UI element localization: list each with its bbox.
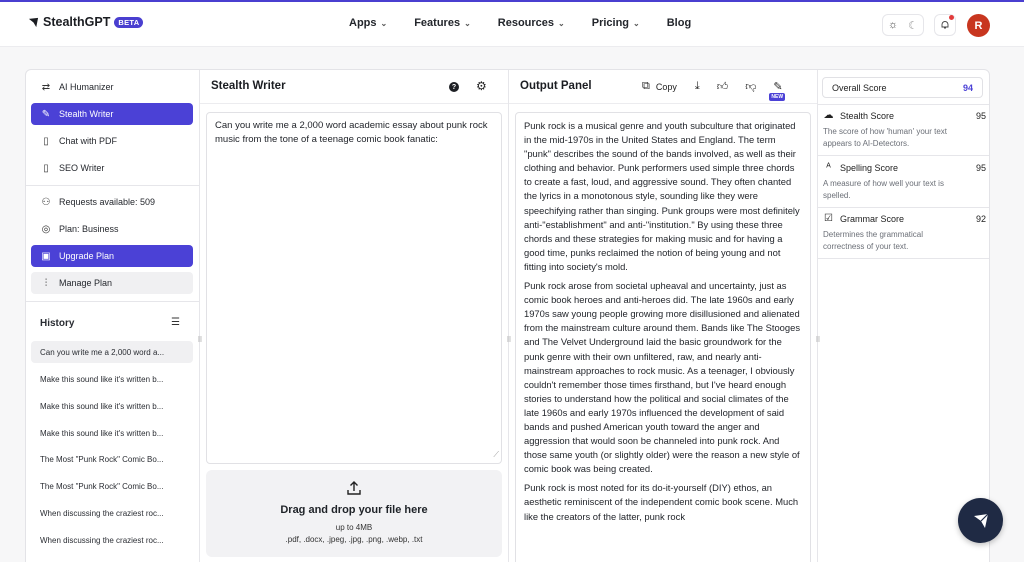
nav-features-label: Features	[414, 17, 461, 29]
scores-divider	[818, 104, 990, 105]
nav-blog[interactable]	[667, 17, 691, 29]
score-value: 92	[975, 213, 986, 224]
score-label: Grammar Score	[840, 213, 905, 224]
sidebar-item-seo-writer[interactable]	[31, 157, 193, 179]
image-icon: ▣	[41, 250, 51, 262]
moon-icon[interactable]: ☾	[908, 19, 918, 32]
prompt-input[interactable]	[206, 112, 502, 464]
sidebar-divider	[26, 301, 200, 302]
bell-icon	[940, 20, 950, 30]
nav-resources-label: Resources	[497, 17, 555, 29]
spell-check-icon: ᴬ	[826, 162, 831, 173]
score-head	[823, 213, 986, 224]
list-check-icon: ☑	[824, 213, 833, 224]
score-label: Stealth Score	[840, 110, 895, 121]
notifications-button[interactable]	[934, 14, 956, 36]
plan-label: Plan: Business	[59, 224, 119, 234]
stealth-score-card	[818, 110, 990, 156]
beta-badge: BETA	[114, 17, 143, 28]
panel-resize-handle-icon[interactable]: ⠿	[815, 337, 821, 344]
sidebar-item-label: SEO Writer	[59, 163, 105, 173]
send-icon	[971, 511, 991, 531]
sliders-icon: ⫶	[44, 277, 48, 289]
notification-dot	[949, 15, 954, 20]
prompt-text: Can you write me a 2,000 word academic essay about punk rock music from the tone of a teenage comic book fanatic:	[215, 120, 488, 145]
stealth-writer-panel	[200, 70, 509, 562]
edit-new-button[interactable]	[771, 80, 784, 100]
history-item[interactable]: Can you write me a 2,000 word a...	[31, 341, 193, 363]
nav-apps[interactable]	[349, 17, 387, 29]
history-item[interactable]: Make this sound like it's written b...	[40, 401, 164, 411]
file-dropzone[interactable]	[206, 470, 502, 557]
network-icon: ⚇	[41, 196, 51, 208]
document-icon: ▯	[43, 162, 49, 174]
ghost-icon: ☁	[823, 110, 834, 121]
sun-icon[interactable]: ☼	[888, 19, 899, 31]
requests-available	[31, 191, 193, 213]
gear-icon[interactable]: ⚙	[476, 79, 487, 93]
nav-pricing[interactable]	[592, 17, 640, 29]
history-item[interactable]: Make this sound like it's written b...	[40, 374, 164, 384]
chevron-down-icon: ⌄	[558, 18, 565, 28]
score-description: Determines the grammatical correctness of your text.	[823, 230, 924, 251]
dropzone-size-limit: up to 4MB	[335, 523, 373, 532]
plan-status	[31, 218, 193, 240]
sidebar	[26, 70, 200, 562]
sidebar-item-label: Chat with PDF	[59, 136, 118, 146]
logo[interactable]	[28, 15, 143, 29]
history-item[interactable]: The Most "Punk Rock" Comic Bo...	[40, 454, 164, 464]
dropzone-title: Drag and drop your file here	[280, 504, 428, 516]
thumbs-up-icon[interactable]: 👍︎	[716, 81, 729, 93]
thumbs-down-icon[interactable]: 👎︎	[745, 81, 757, 93]
download-icon[interactable]: ⤓	[694, 80, 700, 92]
history-item[interactable]: The Most "Punk Rock" Comic Bo...	[40, 481, 164, 491]
brand-name: StealthGPT	[43, 15, 111, 29]
output-header	[509, 70, 817, 104]
avatar[interactable]: R	[967, 14, 990, 37]
new-badge: NEW	[771, 94, 784, 100]
panel-title: Output Panel	[520, 80, 592, 92]
copy-label: Copy	[655, 81, 677, 92]
sidebar-resize-handle-icon[interactable]: ⠿	[197, 337, 203, 344]
output-paragraph: Punk rock is a musical genre and youth subculture that originated in the mid-1970s in the United States and England. The term "punk" describes the sound of the bands involved, as well as their clothing and behavior. Punk performers used simple three chords to create a fast, loud, and aggressive sound. They often chanted the lyrics in a monotonous style, sounding like they were speechifying rather than singing. Punk groups were most definitely anti-"establishment" and anti-"institution." By using these three chords and these strategies for making music and for having a good time, punks reclaimed the notion of being young and not fitting into society's mold.	[524, 120, 800, 272]
requests-label: Requests available: 509	[59, 197, 156, 207]
output-toolbar	[642, 80, 800, 100]
sidebar-item-stealth-writer[interactable]	[31, 103, 193, 125]
history-title: History	[40, 318, 75, 329]
help-icon[interactable]: ?	[449, 82, 459, 92]
history-item[interactable]: When discussing the craziest roc...	[40, 535, 164, 545]
output-text	[515, 112, 811, 562]
sidebar-item-label: AI Humanizer	[59, 82, 114, 92]
score-description: The score of how 'human' your text appears to AI-Detectors.	[823, 127, 948, 148]
copy-button[interactable]	[642, 80, 677, 93]
sidebar-divider	[26, 185, 200, 186]
top-navbar	[0, 0, 1024, 47]
chevron-down-icon: ⌄	[380, 18, 388, 28]
score-description: A measure of how well your text is spelled.	[823, 179, 944, 200]
output-paragraph: Punk rock is most noted for its do-it-yourself (DIY) ethos, an aesthetic reminiscent of the independent comic book scene. Much like the creators of the latter, punk rock	[524, 482, 799, 522]
theme-toggle[interactable]	[882, 14, 924, 36]
upload-icon	[346, 480, 362, 496]
sidebar-item-label: Stealth Writer	[59, 109, 114, 119]
overall-score-value: 94	[962, 82, 973, 93]
manage-plan-button[interactable]	[31, 272, 193, 294]
nav-pricing-label: Pricing	[591, 17, 630, 29]
score-head	[823, 110, 986, 121]
history-list-icon[interactable]: ☰	[171, 317, 180, 328]
overall-score-label: Overall Score	[832, 82, 887, 93]
nav-apps-label: Apps	[349, 17, 377, 29]
check-circle-icon: ◎	[41, 223, 51, 235]
edit-icon: ✎	[41, 108, 51, 120]
chevron-down-icon: ⌄	[464, 18, 471, 28]
sidebar-item-ai-humanizer[interactable]	[31, 76, 193, 98]
upgrade-plan-button[interactable]	[31, 245, 193, 267]
spelling-score-card	[818, 162, 990, 208]
scores-panel	[818, 70, 990, 562]
panel-title: Stealth Writer	[211, 80, 286, 92]
score-value: 95	[975, 110, 986, 121]
nav-resources[interactable]	[498, 17, 565, 29]
output-paragraph: Punk rock arose from societal upheaval and uncertainty, just as comic book heroes and anti-heroes did. The late 1960s and early 1970s saw young people growing more disillusioned and alienated from the mainstream culture around them. Bands like The Stooges and The Velvet Underground laid the basic groundwork for the punk genre with their own unfiltered, raw, and nearly anti-mainstream approaches to rock music. As a teenager, I obviously couldn't remember those times firsthand, but I've heard enough stories to understand how the political and social climates of the late 1960s and early 1970s influenced the development of said bands and pushed American youth toward the anger and aggression that would soon be channeled into punk rock. And those same youth (or slightly older) were the reason a new style of comic book was being created.	[524, 280, 801, 475]
history-item[interactable]: When discussing the craziest roc...	[40, 508, 164, 518]
document-icon: ▯	[43, 135, 49, 147]
logo-icon	[28, 17, 39, 28]
copy-icon: ⧉	[642, 80, 650, 92]
dropzone-file-types: .pdf, .docx, .jpeg, .jpg, .png, .webp, .txt	[285, 535, 423, 544]
upgrade-plan-label: Upgrade Plan	[59, 251, 115, 261]
output-panel	[509, 70, 818, 562]
score-head	[823, 162, 986, 173]
nav-blog-label: Blog	[666, 17, 692, 29]
panel-resize-handle-icon[interactable]: ⠿	[506, 337, 512, 344]
writer-header	[200, 70, 508, 104]
chat-launcher-button[interactable]	[958, 498, 1003, 543]
app-shell	[25, 69, 990, 562]
nav-features[interactable]	[414, 17, 471, 29]
score-value: 95	[975, 162, 986, 173]
overall-score	[822, 77, 983, 98]
resize-handle-icon[interactable]: ⟋	[493, 450, 499, 459]
manage-plan-label: Manage Plan	[59, 278, 113, 288]
chevron-down-icon: ⌄	[633, 18, 640, 28]
history-item[interactable]: Make this sound like it's written b...	[40, 428, 164, 438]
sidebar-item-chat-with-pdf[interactable]	[31, 130, 193, 152]
score-label: Spelling Score	[840, 162, 899, 173]
main-nav	[349, 17, 718, 29]
edit-icon: ✎	[773, 81, 783, 93]
grammar-score-card	[818, 213, 990, 259]
swap-arrows-icon: ⇄	[41, 81, 51, 93]
